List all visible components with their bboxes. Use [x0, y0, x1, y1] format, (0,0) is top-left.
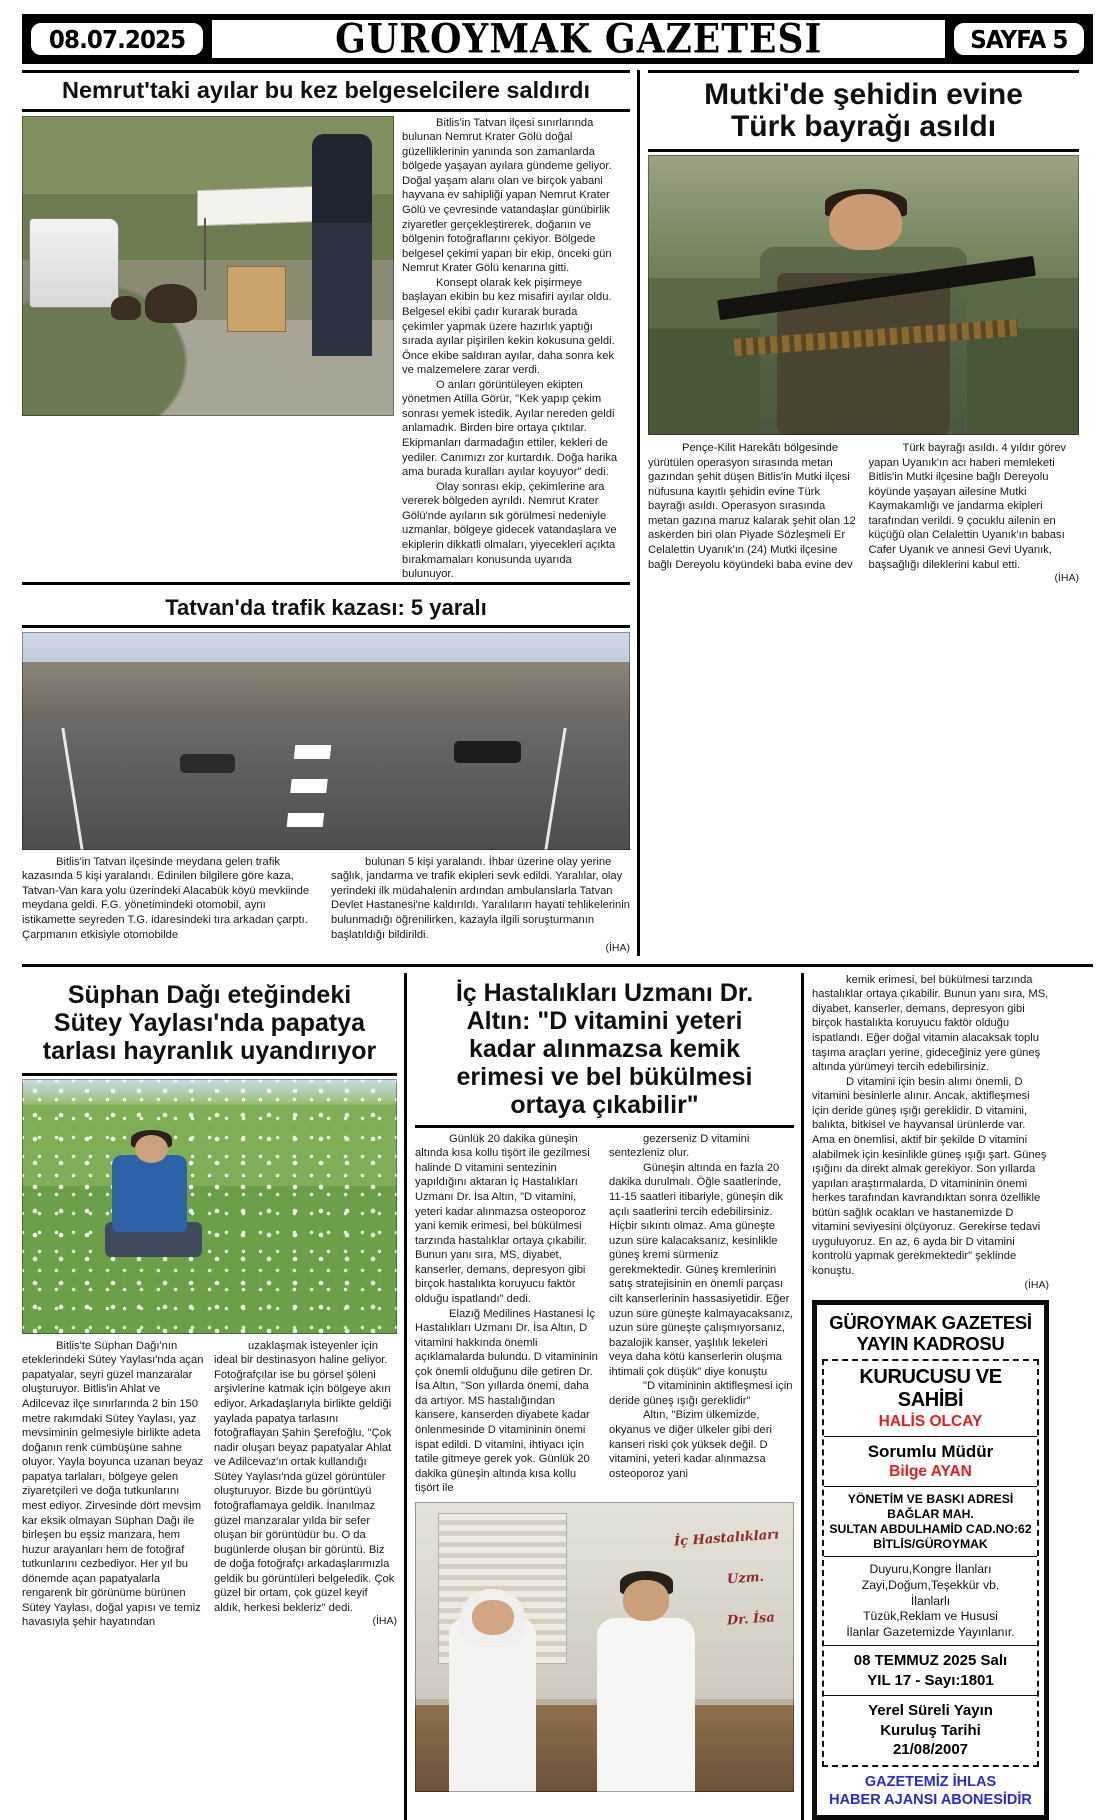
masthead-page-box [951, 20, 1087, 58]
imprint-issue-number: YIL 17 - Sayı:1801 [867, 1671, 994, 1689]
vitamin-col2b-text: Güneşin altında en fazla 20 dakika durulmalı. Öğle saatlerinde, 11-15 saatleri itibariyle, güneşin dik açılı saatlerini tercih edebilirsiniz. Hiçbir sıkıntı olmaz. Ama güneşte uzun süre kalacaksanız, kesinlikle güneş kremi sürmeniz gerekmektedir. Güneş kremlerinin satış stratejisinin en önemli parçası cilt kanserlerinin hassasiyetidir. Eğer uzun süre güneşte kalmayacaksanız, uzun süre güneşte çalışmıyorsanız, bazalojik kanser, yaşlılık lekeleri veya daha kötü kanserlerin oluşma ihtimali çok düşük" diye konuştu [609, 1161, 794, 1378]
tatvan-text-columns [22, 855, 630, 956]
suphan-source: (İHA) [372, 1615, 397, 1628]
imprint-periodical-line3: 21/08/2007 [892, 1741, 969, 1759]
photo-doctor-hair [620, 1571, 673, 1594]
imprint-address-label: YÖNETİM VE BASKI ADRESİ [847, 1491, 1014, 1506]
vitamin-col1b-text: Elazığ Medilines Hastanesi İç Hastalıkları Uzmanı Dr. İsa Altın, D vitamini hakkında önemli açıklamalarda bulundu. D vitamininin çok önemli olduğunu dile getiren Dr. İsa Altın, "Son yıllarda önemi, daha da artıyor. MS hastalığından kansere, kanserden diyabete kadar önlenmesinde D vitamininin önemi ispat edildi. D vitamini, ihtiyacı için tatile gitmeye gerek yok. Günlük 20 dakika güneşin altında kısa kollu tişört ile [415, 1307, 598, 1495]
photo-ammo-belt [734, 319, 1019, 356]
photo-tent-shape [197, 186, 320, 226]
photo-window-blinds [438, 1513, 567, 1664]
imprint-title [822, 1310, 1039, 1359]
imprint-founder-cell [824, 1361, 1037, 1437]
photo-car-right [454, 741, 521, 763]
imprint-ads-line1: Duyuru,Kongre İlanları [869, 1562, 992, 1577]
vitamin-col3b-text: D vitamini için besin alımı önemli, D vitamini besinlerle alınır. Ancak, aktifleşmesi için deride güneş ışığı gereklidir. D vitamini, balıkta, bitkisel ve hayvansal ürünlerde var. Ama en önemlisi, aktif bir şekilde D vitamini alabilmek için kesinlikle güneş ışığı şart. Güneş ışığını da direkt almak gerekiyor. Son yıllarda yapılan araştırmalarda, D vitamininin önemi herkes tarafından kavrandıktan sonra özellikle bütün sağlık ocakları ve hastanemizde D vitamini seviyesini ölçüyoruz. Gerekirse tedavi uyguluyoruz. En az, 6 ayda bir D vitamini kontrolü yapmak gerekmektedir" şeklinde konuştu. [812, 1075, 1047, 1278]
photo-desk [415, 1705, 794, 1792]
mutki-column-1 [648, 441, 859, 586]
photo-wall-sign-line1: İç Hastalıkları [673, 1527, 780, 1550]
photo-horizon [22, 1079, 397, 1102]
vitamin-headline-band [415, 973, 794, 1128]
photo-pole-left [204, 218, 206, 290]
mutki-col1-text: Pençe-Kilit Harekâtı bölgesinde yürütülen operasyon sırasında metan gazından şehit düşen Bitlis'in Mutki ilçesi nüfusuna kayıtlı şehidin evine Türk bayrağı asıldı. Operasyon sırasında metan gazına maruz kalarak şehit olan 12 askerden biri olan Piyade Sözleşmeli Er Celalettin Uyanık'ın (24) Mutki ilçesine bağlı Dereyolu köyündeki baba evine dev [648, 442, 856, 571]
vitamin-col1-text: Günlük 20 dakika güneşin altında kısa kollu tişört ile gezilmesi halinde D vitamini sentezinin yapıldığını aktaran İç Hastalıkları Uzmanı Dr. İsa Altın, "D vitamini, yeteri kadar alınmazsa osteoporoz yani kemik erimesi, bel bükülmesi tarzında hastalıklar ortaya çıkabilir. Bunun yanı sıra, MS, diyabet, kanserler, demans, depresyon gibi birçok hastalıkta koruyucu faktör olduğu ispatlandı" dedi. [415, 1132, 590, 1305]
tatvan-road-photo [22, 632, 630, 850]
nemrut-paragraph-4: Olay sonrası ekip, çekimlerine ara vererek bölgeden ayrıldı. Nemrut Krater Gölü'nde ayıların sık görülmesi nedeniyle uzmanlar, bölgeye gidecek vatandaşlara ve ekiplerin dikkatli olmaları, yiyecekleri açıkta bırakmamaları konusunda uyarıda bulunuyor. [402, 480, 617, 581]
tatvan-column-2 [331, 855, 630, 956]
photo-crate-shape [227, 266, 287, 332]
vitamin-headline-line1: İç Hastalıkları Uzmanı Dr. [455, 978, 754, 1007]
photo-lane-dashes [284, 745, 331, 845]
tatvan-headline-band [22, 582, 630, 628]
bottom-section [22, 964, 1093, 1820]
photo-mountain-bg [648, 155, 1079, 278]
tatvan-col1-text: Bitlis'in Tatvan ilçesinde meydana gelen trafik kazasında 5 kişi yaralandı. Edinilen bilgilere göre kaza, Tatvan-Van kara yolu üzerindeki Alacabük köyü mevkiinde meydana geldi. F.G. yönetimindeki otomobil, aynı istikamette seyreden T.G. idaresindeki tıra arkadan çarptı. Çarpmanın etkisiyle otomobilde [22, 855, 310, 941]
nemrut-paragraph-2: Konsept olarak kek pişirmeye başlayan ekibin bu kez misafiri ayılar oldu. Belgesel ekibi çadır kurarak burada çekimler yapmak üzere hazırlık yaptığı sırada ayılar pişirilen kekin kokusuna geldi. Önce ekibe saldıran ayılar, daha sonra kek ve malzemelere zarar verdi. [402, 276, 615, 377]
vitamin-col2c-text: "D vitamininin aktifleşmesi için deride güneş ışığı gereklidir" [609, 1380, 793, 1407]
photo-person-shape [312, 134, 372, 356]
mutki-source: (İHA) [1054, 572, 1079, 585]
photo-bear-small [111, 296, 141, 320]
imprint-address-line1: BAĞLAR MAH. [887, 1506, 974, 1521]
imprint-agency-line1: GAZETEMİZ İHLAS [864, 1773, 997, 1790]
photo-interviewer-face [472, 1600, 514, 1635]
imprint-inner-frame [822, 1359, 1039, 1767]
imprint-agency-line2: HABER AJANSI ABONESİDİR [829, 1791, 1032, 1808]
imprint-manager-cell [824, 1437, 1037, 1487]
imprint-manager-label: Sorumlu Müdür [867, 1441, 994, 1461]
tatvan-source: (İHA) [605, 942, 630, 955]
photo-interviewer-body [449, 1618, 536, 1792]
imprint-address-line2: SULTAN ABDULHAMİD CAD.NO:62 [829, 1521, 1032, 1536]
vitamin-column-2 [609, 1132, 794, 1496]
photo-sky [22, 632, 630, 693]
vitamin-article-side [801, 973, 1049, 1820]
page-number-label: SAYFA 5 [970, 24, 1068, 54]
vitamin-headline-line5: ortaya çıkabilir" [510, 1090, 699, 1119]
nemrut-headline: Nemrut'taki ayılar bu kez belgeselcilere saldırdı [61, 77, 591, 103]
photo-asphalt [22, 719, 630, 850]
masthead-title-box [212, 15, 945, 63]
suphan-headline [22, 973, 397, 1073]
vitamin-col3-text: kemik erimesi, bel bükülmesi tarzında hastalıklar ortaya çıkabilir. Bunun yanı sıra, MS, diyabet, kanserler, demans, depresyon gibi birçok hastalıkta koruyucu faktör olduğu ispatlandı. Eğer doğal vitamin alacaksak toplu taşıma araçları yerine, gideceğiniz yere güneş altında yürümeyi tercih edebilirsiniz. [812, 973, 1049, 1074]
photo-photographer-body [112, 1155, 187, 1232]
suphan-daisy-photo [22, 1079, 397, 1334]
vitamin-headline [415, 973, 794, 1125]
vitamin-headline-line2: Altın: "D vitamini yeteri [466, 1006, 743, 1035]
imprint-issue-date: 08 TEMMUZ 2025 Salı [853, 1652, 1008, 1670]
imprint-founder-label: KURUCUSU VE SAHİBİ [859, 1365, 1002, 1411]
imprint-periodical-line2: Kuruluş Tarihi [880, 1721, 981, 1739]
mutki-col2-text: Türk bayrağı asıldı. 4 yıldır görev yapan Uyanık'ın acı haberi memleketi Bitlis'in Mutki ilçesine bağlı Dereyolu köyünde yaşayan ailesine Mutki Kaymakamlığı ve jandarma ekipleri tarafından verildi. 9 çocuklu ailenin en küçüğü olan Celalettin Uyanık'ın babası Cafer Uyanık ve annesi Gevi Uyanık, başsağlığı dileklerini kabul etti. [868, 442, 1067, 571]
nemrut-paragraph-3: O anları görüntüleyen ekipten yönetmen Atilla Görür, "Kek yapıp çekim sonrası yemek istedik. Ayılar nereden geldi anlamadık. Birden bire ortaya çıktılar. Ekipmanları darmadağın ettiler, kekleri de yediler. Canımızı zor kurtardık. Doğa harika ama burada kuralları ayılar koyuyor" dedi. [402, 378, 618, 479]
imprint-periodical-cell [824, 1696, 1037, 1765]
photo-doctor-body [597, 1618, 696, 1792]
photo-car-left [180, 754, 235, 774]
imprint-title-line2: YAYIN KADROSU [856, 1332, 1005, 1354]
imprint-box [812, 1300, 1049, 1820]
suphan-col2-text: uzaklaşmak isteyenler için ideal bir destinasyon haline geliyor. Fotoğrafçılar ise bu görsel şöleni arşivlerine katmak için bölgeye akın ediyor. Arkadaşlarıyla birlikte geldiği yaylada papatya tarlasını fotoğraflayan Şahin Şerefoğlu, "Çok nadir oluşan beyaz papatyalar Ahlat ve Adilcevaz'ın ortak kullandığı Sütey Yaylası'nda güzel görüntüler oluşturuyor. Bizde bu görüntüyü fotoğraflamaya geldik. İnanılmaz güzel manzaralar yılda bir sefer oluşan bir görüntüdür bu. O da bugünlerde oluşan bir görüntü. Biz de doğa fotoğrafçı arkadaşlarımızla geldik bu görüntüleri belgeledik. Çok güzel bir ortam, çok güzel keyif aldık, herkesi bekleriz" dedi. [214, 1339, 395, 1614]
suphan-col1-text: Bitlis'te Süphan Dağı'nın eteklerindeki Sütey Yaylası'nda açan papatyalar, seyri güzel manzaralar oluşturuyor. Bitlis'in Ahlat ve Adilcevaz ilçe sınırlarında 2 bin 150 metre rakımdaki Sütey Yaylası, yaz mevsiminin gelmesiyle birlikte adeta doğanın renk cümbüşüne sahne oluyor. Yayla boyunca uzanan beyaz papatya tarlaları, bölgeye gelen ziyaretçileri ve doğa tutkunlarını mest ediyor. Zirvesinde dört mevsim kar eksik olmayan Süphan Dağı ile birleşen bu eşsiz manzara, hem huzur arayanları hem de fotoğraf tutkunlarını cezbediyor. Her yıl bu dönemde açan papatyalarla rengarenk bir görünüme bürünen Sütey Yaylası, doğal yapısı ve temiz havasıyla şehir hayatından [22, 1339, 204, 1629]
photo-soldier-vest [777, 273, 949, 435]
photo-photographer-legs [105, 1222, 203, 1258]
newspaper-title: GÜROYMAK GAZETESİ [335, 15, 823, 63]
vitamin-col2-text: gezerseniz D vitamini sentezleniz olur. [609, 1132, 750, 1160]
suphan-text-columns [22, 1339, 397, 1630]
mutki-headline-band [648, 70, 1079, 152]
photo-photographer-head [135, 1135, 169, 1163]
mutki-headline [648, 73, 1079, 149]
imprint-founder-name: HALİS OLCAY [878, 1412, 983, 1430]
photo-van-shape [29, 218, 118, 308]
suphan-headline-line2: Sütey Yaylası'nda papatya [53, 1008, 366, 1037]
masthead-date-box [28, 20, 206, 58]
suphan-headline-band [22, 973, 397, 1076]
imprint-address-line3: BİTLİS/GÜROYMAK [873, 1536, 988, 1551]
photo-hillside [22, 662, 630, 719]
suphan-column-2 [214, 1339, 397, 1630]
imprint-ads-line4: Tüzük,Reklam ve Hususi [863, 1609, 998, 1624]
tatvan-headline: Tatvan'da trafik kazası: 5 yaralı [165, 594, 487, 620]
masthead-date: 08.07.2025 [48, 24, 186, 54]
tatvan-col2-text: bulunan 5 kişi yaralandı. İhbar üzerine olay yerine sağlık, jandarma ve trafik ekipleri sevk edildi. Yaralılar, olay yerindeki ilk müdahalenin ardından ambulanslarla Tatvan Devlet Hastanesi'ne kaldırıldı. Yaralıların hayati tehlikelerinin bulunmadığı öğrenilirken, kazayla ilgili soruşturmanın başlatıldığı bildirildi. [331, 855, 630, 941]
mutki-column-2 [869, 441, 1080, 586]
vitamin-col2d-text: Altın, "Bizim ülkemizde, okyanus ve diğer ülkeler gibi deri kanseri riski çok yüksek değil. D vitamini, yeteri kadar alınmazsa osteoporoz yani [609, 1409, 772, 1480]
photo-lane-edge-left [61, 728, 83, 850]
vitamin-source: (İHA) [1024, 1278, 1049, 1291]
photo-bear-large [145, 284, 197, 323]
nemrut-bears-photo [22, 116, 394, 416]
photo-wall-sign-line2: Uzm. [726, 1570, 765, 1588]
photo-lane-edge-right [544, 728, 566, 850]
nemrut-text-column [402, 116, 622, 582]
suphan-headline-line3: tarlası hayranlık uyandırıyor [42, 1036, 377, 1065]
imprint-title-line1: GÜROYMAK GAZETESİ [829, 1312, 1032, 1334]
top-section [22, 70, 1093, 956]
imprint-ads-line2: Zayi,Doğum,Teşekkür vb. [861, 1578, 1000, 1593]
imprint-agency [822, 1767, 1039, 1809]
imprint-ads-cell [824, 1557, 1037, 1646]
vitamin-headline-line4: erimesi ve bel bükülmesi [456, 1062, 753, 1091]
suphan-column-1 [22, 1339, 205, 1630]
photo-photographer-hair [131, 1130, 172, 1148]
photo-soldier-torso [760, 247, 967, 435]
photo-wall-sign-line3: Dr. İsa [726, 1610, 776, 1629]
mutki-text-columns [648, 441, 1079, 586]
imprint-periodical-line1: Yerel Süreli Yayın [868, 1702, 993, 1720]
mutki-headline-line2: Türk bayrağı asıldı [730, 109, 997, 143]
photo-office-wall [415, 1502, 794, 1699]
nemrut-content [22, 116, 630, 582]
suphan-headline-line1: Süphan Dağı eteğindeki [67, 980, 352, 1009]
tatvan-column-1 [22, 855, 321, 956]
photo-doctor-face [623, 1580, 668, 1621]
photo-interviewer-headscarf [460, 1589, 524, 1647]
photo-daisy-texture [22, 1079, 397, 1334]
photo-soldier-head [829, 194, 902, 250]
left-column-top [22, 70, 630, 956]
imprint-issue-cell [824, 1646, 1037, 1696]
photo-soldier-hair [825, 189, 907, 217]
photo-rifle-shape [717, 256, 1036, 320]
masthead [22, 14, 1093, 64]
suphan-article [22, 973, 397, 1820]
photo-pole-right [312, 218, 314, 290]
right-column-top [637, 70, 1079, 956]
imprint-manager-name: Bilge AYAN [889, 1462, 972, 1480]
doctor-interview-photo [415, 1502, 794, 1792]
mutki-soldier-photo [648, 155, 1079, 435]
vitamin-text-columns [415, 1132, 794, 1496]
mutki-headline-line1: Mutki'de şehidin evine [704, 78, 1023, 111]
vitamin-headline-line3: kadar alınmazsa kemik [469, 1034, 740, 1063]
vitamin-column-1 [415, 1132, 600, 1496]
vitamin-column-3 [812, 973, 1049, 1292]
imprint-address-cell [824, 1487, 1037, 1558]
imprint-ads-line5: İlanlar Gazetemizde Yayınlanır. [846, 1624, 1015, 1639]
nemrut-headline-band [22, 70, 630, 112]
imprint-ads-line3: İlanlarlı [910, 1593, 951, 1608]
vitamin-article-main [404, 973, 794, 1820]
nemrut-paragraph-1: Bitlis'in Tatvan ilçesi sınırlarında bulunan Nemrut Krater Gölü doğal güzelliklerinin yanında son zamanlarda bölgede yaşayan ayılara gündeme geliyor. Doğal yaşam alanı olan ve birçok yabani hayvana ev sahipliği yapan Nemrut Krater Gölü ve çevresinde vatandaşlar günübirlik ziyaretler gerçekleştirerek, doğanın ve bölgenin fotoğraflarını çekiyor. Bölgede belgesel çekimi yapan bir ekip, önceki gün Nemrut Krater Gölü kenarına gitti. [402, 116, 612, 275]
